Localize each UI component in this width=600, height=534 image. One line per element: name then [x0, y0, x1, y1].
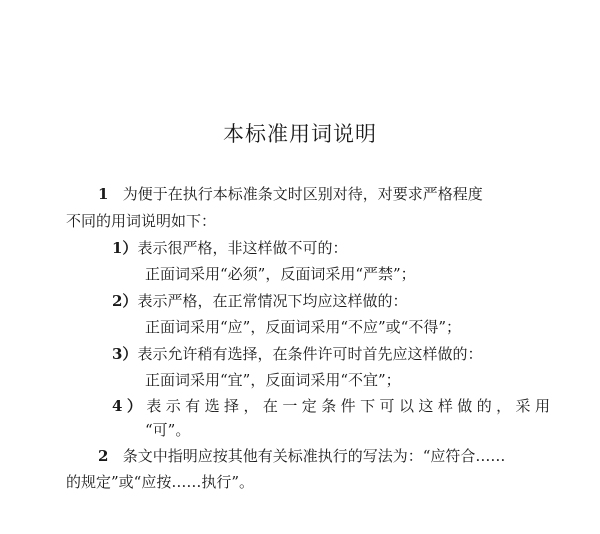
list-item-4-text: 表示有选择，在一定条件下可以这样做的，采用: [146, 397, 550, 415]
clause-1-number: 1: [98, 185, 109, 203]
clause-2-text: 条文中指明应按其他有关标准执行的写法为：“应符合……: [122, 447, 506, 465]
list-item-2-detail: 正面词采用“应”，反面词采用“不应”或“不得”；: [145, 318, 462, 336]
list-item-3-detail: 正面词采用“宜”，反面词采用“不宜”；: [145, 371, 401, 389]
list-item-1-text: 表示很严格，非这样做不可的：: [137, 239, 348, 257]
list-item-3-marker: 3）: [112, 345, 138, 363]
list-item-2: [112, 291, 407, 311]
list-item-1-marker: 1）: [112, 239, 138, 257]
list-item-3: [112, 344, 482, 364]
clause-1-line-1: [98, 184, 483, 204]
clause-1-text: 为便于在执行本标准条文时区别对待，对要求严格程度: [122, 185, 483, 203]
list-item-1: [112, 238, 347, 258]
clause-2-number: 2: [98, 447, 109, 465]
clause-1-line-2: 不同的用词说明如下：: [66, 212, 217, 230]
document-title: 本标准用词说明: [223, 122, 377, 146]
clause-2-line-1: [98, 446, 505, 466]
list-item-4-marker: 4）: [112, 397, 147, 415]
list-item-3-text: 表示允许稍有选择，在条件许可时首先应这样做的：: [137, 345, 483, 363]
clause-2-line-2: 的规定”或“应按……执行”。: [66, 473, 255, 491]
list-item-2-text: 表示严格，在正常情况下均应这样做的：: [137, 292, 408, 310]
list-item-4: [112, 396, 550, 416]
list-item-1-detail: 正面词采用“必须”，反面词采用“严禁”；: [145, 265, 416, 283]
list-item-2-marker: 2）: [112, 292, 138, 310]
list-item-4-detail: “可”。: [145, 421, 191, 439]
